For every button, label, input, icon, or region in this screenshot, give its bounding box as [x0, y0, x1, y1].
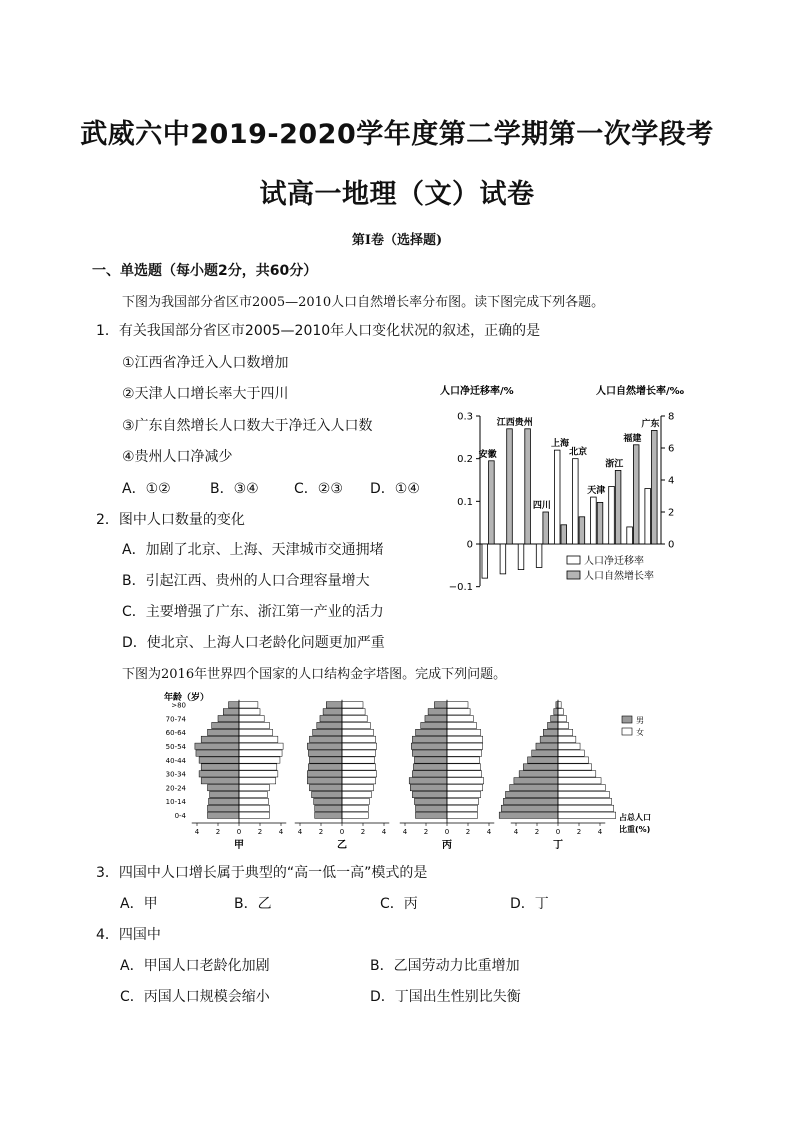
pyramid-bar-male	[208, 812, 240, 818]
bar-migration	[573, 459, 579, 544]
legend-swatch-natural	[567, 571, 580, 579]
question-1-item: ④贵州人口净减少	[122, 449, 233, 465]
pyramid-bar-male	[414, 757, 447, 763]
right-tick-label: 8	[668, 411, 675, 423]
pyramid-bar-male	[412, 750, 447, 756]
pyramid-bar-female	[342, 750, 376, 756]
pyramid-bar-female	[558, 709, 563, 715]
pyramid-bar-male	[414, 798, 447, 804]
legend-swatch-female	[622, 728, 632, 735]
pyramid-bar-female	[558, 716, 566, 722]
category-label: 福建	[623, 433, 642, 444]
pyramid-bar-female	[558, 771, 596, 777]
right-tick-label: 2	[668, 507, 675, 519]
bar-migration	[536, 544, 542, 567]
legend-label-male: 男	[636, 716, 644, 725]
pyramid-bar-female	[342, 709, 365, 715]
age-tick-label: 10-14	[165, 798, 186, 807]
pyramid-bar-female	[239, 798, 268, 804]
pyramid-bar-male	[199, 771, 239, 777]
question-1-option-c: C．②③	[294, 481, 343, 497]
question-2-option-a: A．加剧了北京、上海、天津城市交通拥堵	[122, 542, 384, 558]
pyramid-bar-male	[229, 702, 240, 708]
pyramid-bar-male	[411, 743, 447, 749]
legend-label-natural: 人口自然增长率	[584, 571, 654, 582]
age-tick-label: 50-54	[165, 743, 186, 751]
pyramid-bar-female	[239, 791, 267, 797]
pyramid-bar-female	[447, 702, 468, 708]
category-label: 广东	[641, 419, 660, 430]
pyramid-bar-female	[342, 764, 376, 770]
question-4-stem: 4．四国中	[96, 927, 161, 943]
pyramid-bar-female	[558, 750, 584, 756]
pyramid-bar-male	[315, 805, 342, 811]
pyramid-bar-female	[558, 757, 588, 763]
pyramid-bar-male	[506, 791, 559, 797]
pyramid-bar-male	[323, 709, 342, 715]
pyramid-x-tick-label: 0	[555, 828, 561, 836]
pyramid-x-tick-label: 4	[278, 828, 284, 836]
age-tick-label: 20-24	[165, 784, 186, 793]
pyramid-bar-female	[447, 771, 482, 777]
bar-migration	[609, 486, 615, 544]
pyramid-bar-female	[239, 729, 273, 735]
pyramid-bar-female	[239, 757, 280, 763]
category-label: 天津	[587, 486, 606, 497]
pyramid-bar-female	[342, 722, 370, 728]
pyramid-bar-male	[314, 798, 342, 804]
question-4-option-a: A．甲国人口老龄化加剧	[120, 958, 270, 974]
question-3-option-b: B．乙	[234, 896, 272, 912]
question-1-option-a: A．①②	[122, 481, 171, 497]
pyramid-bar-male	[434, 702, 447, 708]
pyramid-bar-male	[523, 764, 558, 770]
question-3-option-a: A．甲	[120, 896, 158, 912]
pyramid-bar-male	[201, 778, 239, 784]
pyramid-bar-female	[342, 778, 376, 784]
left-axis-label: 人口净迁移率/%	[440, 386, 514, 397]
pyramid-bar-female	[239, 805, 269, 811]
question-1-option-d: D．①④	[370, 481, 420, 497]
pyramid-bar-female	[342, 798, 369, 804]
pyramid-bar-male	[208, 785, 240, 791]
pyramid-bar-female	[342, 812, 368, 818]
pyramid-bar-male	[208, 805, 240, 811]
question-4-option-b: B．乙国劳动力比重增加	[370, 958, 520, 974]
age-tick-label: 30-34	[165, 770, 186, 779]
pyramid-country-label: 丁	[553, 840, 563, 851]
pyramid-bar-female	[239, 709, 260, 715]
pyramid-bar-male	[536, 743, 558, 749]
pyramid-bar-male	[315, 812, 342, 818]
migration-chart	[436, 382, 704, 592]
bar-migration	[645, 489, 651, 544]
pyramid-bar-female	[342, 791, 371, 797]
question-2-option-c: C．主要增强了广东、浙江第一产业的活力	[122, 604, 384, 620]
bar-migration	[482, 544, 488, 578]
question-2-option-d: D．使北京、上海人口老龄化问题更加严重	[122, 635, 385, 651]
pyramid-x-tick-label: 2	[423, 828, 429, 836]
bar-natural	[633, 445, 639, 544]
age-tick-label: >80	[171, 701, 186, 710]
page-title-line2: 试高一地理（文）试卷	[259, 179, 535, 210]
pyramid-bar-male	[554, 709, 558, 715]
pyramid-x-tick-label: 0	[236, 828, 242, 836]
bar-natural	[579, 517, 585, 544]
pyramid-bar-male	[320, 716, 342, 722]
pyramid-bar-female	[558, 743, 580, 749]
pyramid-bar-male	[309, 757, 342, 763]
pyramid-bar-male	[308, 750, 342, 756]
bar-natural	[561, 525, 567, 544]
pyramid-x-tick-label: 4	[513, 828, 519, 836]
pyramid-bar-female	[447, 812, 477, 818]
category-label: 贵州	[514, 417, 533, 428]
section-heading: 一、单选题（每小题2分，共60分）	[92, 263, 318, 279]
legend-swatch-migration	[567, 556, 580, 564]
pyramid-bar-male	[208, 729, 240, 735]
pyramid-bar-male	[409, 778, 447, 784]
age-axis-label: 年龄（岁）	[164, 693, 210, 703]
question-1-stem: 1．有关我国部分省区市2005—2010年人口变化状况的叙述，正确的是	[96, 323, 541, 339]
pyramid-x-tick-label: 4	[597, 828, 603, 836]
question-3-option-d: D．丁	[510, 896, 549, 912]
pyramid-bar-male	[309, 785, 342, 791]
pyramid-country-label: 丙	[442, 840, 452, 851]
pyramid-x-tick-label: 4	[297, 828, 303, 836]
bar-migration	[591, 497, 597, 544]
pyramid-x-tick-label: 2	[318, 828, 324, 836]
pyramid-x-tick-label: 2	[215, 828, 221, 836]
part-subtitle: 第Ⅰ卷（选择题)	[351, 233, 443, 248]
bar-migration	[627, 527, 633, 544]
pyramid-bar-male	[503, 798, 558, 804]
pyramid-bar-male	[312, 791, 342, 797]
pyramid-bar-female	[239, 778, 276, 784]
pyramid-bar-female	[558, 785, 605, 791]
pyramid-bar-female	[447, 750, 482, 756]
pyramid-x-tick-label: 4	[486, 828, 492, 836]
pyramid-x-tick-label: 4	[381, 828, 387, 836]
pyramid-bar-male	[223, 709, 239, 715]
pyramid-bar-male	[196, 750, 239, 756]
pyramid-bar-female	[342, 736, 376, 742]
intro-text-2: 下图为2016年世界四个国家的人口结构金字塔图。完成下列问题。	[122, 667, 507, 682]
pyramid-bar-female	[447, 791, 481, 797]
pyramid-bar-male	[308, 764, 342, 770]
pyramid-bar-male	[209, 798, 239, 804]
pyramid-bar-female	[342, 785, 374, 791]
pyramid-bar-female	[447, 729, 481, 735]
pyramid-bar-female	[239, 722, 269, 728]
pyramid-bar-female	[239, 743, 283, 749]
category-label: 江西	[496, 417, 515, 428]
pyramid-x-tick-label: 4	[402, 828, 408, 836]
pyramid-bar-female	[558, 736, 576, 742]
pyramid-bar-female	[558, 805, 614, 811]
bar-natural	[489, 461, 495, 544]
pyramid-x-tick-label: 0	[444, 828, 450, 836]
question-2-option-b: B．引起江西、贵州的人口合理容量增大	[122, 573, 370, 589]
pyramid-bar-female	[558, 791, 609, 797]
pyramid-bar-female	[239, 812, 269, 818]
pyramid-bar-male	[201, 764, 239, 770]
question-2-stem: 2．图中人口数量的变化	[96, 512, 245, 528]
pyramid-bar-male	[548, 722, 559, 728]
pyramid-bar-male	[514, 778, 558, 784]
pyramid-bar-female	[447, 785, 483, 791]
pyramid-bar-female	[239, 702, 258, 708]
pyramid-bar-female	[447, 778, 484, 784]
pyramid-bar-male	[510, 785, 558, 791]
pyramid-bar-female	[558, 702, 561, 708]
pyramid-bar-female	[558, 812, 616, 818]
pyramid-bar-female	[447, 743, 483, 749]
pyramid-bar-female	[239, 736, 278, 742]
question-3-option-c: C．丙	[380, 896, 418, 912]
pyramid-bar-male	[412, 791, 447, 797]
pyramid-bar-male	[532, 750, 558, 756]
bar-migration	[500, 544, 506, 574]
pyramid-bar-male	[313, 729, 342, 735]
age-tick-label: 60-64	[165, 729, 186, 738]
pyramid-bar-female	[447, 736, 483, 742]
pyramid-bar-male	[499, 812, 558, 818]
pyramid-bar-male	[540, 736, 558, 742]
category-label: 浙江	[605, 459, 624, 470]
question-3-stem: 3．四国中人口增长属于典型的“高一低一高”模式的是	[96, 865, 428, 881]
question-1-item: ②天津人口增长率大于四川	[122, 386, 289, 402]
pyramid-bar-female	[342, 702, 363, 708]
pyramid-bar-male	[195, 743, 239, 749]
pyramid-bar-female	[447, 709, 470, 715]
intro-text-1: 下图为我国部分省区市2005—2010人口自然增长率分布图。读下图完成下列各题。	[122, 295, 605, 310]
age-tick-label: 70-74	[165, 715, 186, 724]
question-1-item: ③广东自然增长人口数大于净迁入人口数	[122, 418, 373, 434]
pyramid-bar-female	[447, 722, 476, 728]
pyramid-bar-female	[558, 798, 612, 804]
pyramid-bar-male	[218, 716, 239, 722]
age-tick-label: 0-4	[174, 812, 186, 820]
legend-swatch-male	[622, 716, 632, 723]
page-title: 武威六中2019-2020学年度第二学期第一次学段考	[80, 119, 714, 150]
pyramid-bar-female	[558, 729, 573, 735]
right-tick-label: 4	[668, 475, 675, 487]
legend-label-female: 女	[636, 728, 644, 737]
age-tick-label: 40-44	[165, 756, 186, 765]
pyramid-bar-male	[307, 778, 342, 784]
pyramid-bar-male	[412, 736, 447, 742]
pyramid-bar-female	[447, 764, 481, 770]
pyramid-country-label: 甲	[234, 840, 244, 851]
population-pyramids	[160, 688, 690, 856]
question-1-option-b: B．③④	[210, 481, 259, 497]
pyramid-bar-female	[342, 771, 377, 777]
x-axis-label-line1: 占总人口	[619, 813, 651, 822]
left-tick-label: 0.2	[457, 454, 473, 466]
pyramid-bar-female	[239, 716, 264, 722]
pyramid-x-tick-label: 4	[194, 828, 200, 836]
bar-natural	[597, 502, 603, 544]
pyramid-bar-female	[342, 716, 367, 722]
pyramid-bar-male	[421, 722, 447, 728]
category-label: 四川	[532, 501, 551, 511]
pyramid-bar-female	[558, 778, 601, 784]
left-tick-label: 0.3	[457, 411, 473, 423]
pyramid-bar-male	[309, 736, 342, 742]
pyramid-bar-male	[528, 757, 558, 763]
category-label: 安徽	[478, 449, 497, 460]
left-tick-label: −0.1	[448, 582, 473, 592]
bar-natural	[525, 429, 531, 544]
pyramid-bar-female	[342, 805, 368, 811]
bar-migration	[554, 450, 560, 544]
bar-natural	[543, 512, 549, 544]
pyramid-bar-female	[239, 771, 278, 777]
pyramid-bar-male	[199, 757, 239, 763]
category-label: 北京	[569, 447, 588, 458]
pyramid-x-tick-label: 2	[576, 828, 582, 836]
pyramid-bar-male	[425, 716, 447, 722]
pyramid-bar-female	[239, 764, 277, 770]
question-4-option-c: C．丙国人口规模会缩小	[120, 989, 270, 1005]
pyramid-bar-male	[212, 722, 239, 728]
bar-natural	[507, 429, 513, 544]
right-tick-label: 0	[668, 539, 675, 551]
pyramid-bar-male	[416, 729, 448, 735]
pyramid-x-tick-label: 0	[339, 828, 345, 836]
pyramid-bar-female	[342, 729, 374, 735]
pyramid-bar-male	[210, 791, 239, 797]
pyramid-bar-male	[307, 771, 342, 777]
pyramid-bar-male	[543, 729, 558, 735]
pyramid-bar-male	[413, 764, 447, 770]
pyramid-bar-male	[428, 709, 447, 715]
pyramid-bar-female	[447, 757, 480, 763]
left-tick-label: 0	[466, 539, 473, 551]
right-axis-label: 人口自然增长率/‰	[596, 386, 685, 397]
question-1-item: ①江西省净迁入人口数增加	[122, 355, 289, 371]
pyramid-bar-male	[412, 771, 447, 777]
legend-label-migration: 人口净迁移率	[584, 556, 644, 567]
pyramid-bar-male	[326, 702, 342, 708]
pyramid-bar-male	[416, 805, 448, 811]
pyramid-x-tick-label: 2	[465, 828, 471, 836]
bar-migration	[518, 544, 524, 570]
pyramid-x-tick-label: 2	[360, 828, 366, 836]
pyramid-bar-male	[519, 771, 558, 777]
pyramid-bar-female	[239, 785, 269, 791]
pyramid-bar-male	[416, 812, 448, 818]
pyramid-bar-male	[201, 736, 239, 742]
pyramid-bar-female	[447, 805, 477, 811]
pyramid-bar-female	[447, 798, 479, 804]
pyramid-x-tick-label: 2	[257, 828, 263, 836]
bar-natural	[652, 430, 658, 544]
x-axis-label-line2: 比重(%)	[619, 825, 651, 834]
left-tick-label: 0.1	[457, 496, 473, 508]
pyramid-bar-female	[342, 757, 375, 763]
pyramid-bar-male	[410, 785, 447, 791]
pyramid-bar-male	[551, 716, 558, 722]
category-label: 上海	[550, 439, 570, 450]
pyramid-bar-female	[342, 743, 377, 749]
right-tick-label: 6	[668, 443, 675, 455]
pyramid-bar-female	[558, 764, 592, 770]
question-4-option-d: D．丁国出生性别比失衡	[370, 989, 521, 1005]
pyramid-bar-male	[307, 743, 342, 749]
pyramid-bar-female	[447, 716, 473, 722]
pyramid-x-tick-label: 2	[534, 828, 540, 836]
pyramid-bar-female	[239, 750, 282, 756]
bar-natural	[615, 470, 621, 544]
pyramid-bar-male	[317, 722, 342, 728]
pyramid-bar-male	[501, 805, 558, 811]
pyramid-bar-female	[558, 722, 569, 728]
pyramid-country-label: 乙	[337, 840, 347, 851]
